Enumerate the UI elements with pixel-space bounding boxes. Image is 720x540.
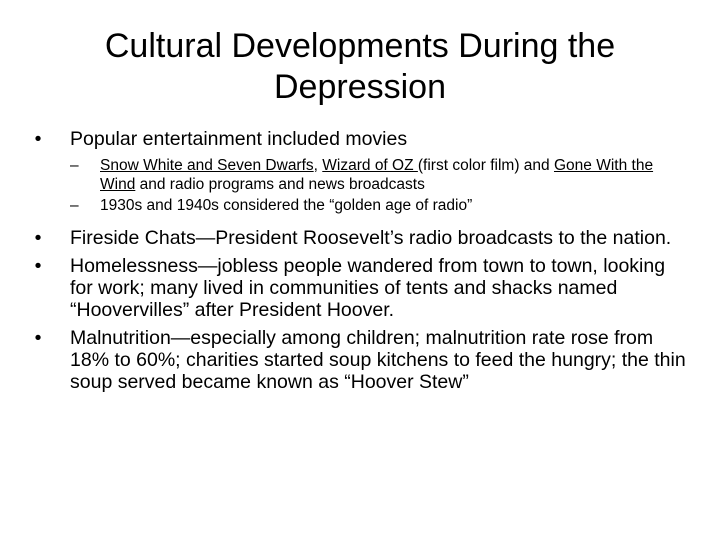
bullet-text: Malnutrition—especially among children; malnutrition rate rose from 18% to 60%; charities started soup kitchens to feed the hungry; the thin soup served became known as “Hoover Stew”: [70, 327, 686, 393]
bullet-icon: •: [34, 227, 42, 249]
bullet-text: Popular entertainment included movies: [70, 128, 408, 150]
bullet-item-homelessness: [28, 255, 692, 321]
slide-title: [40, 26, 680, 108]
bullet-item-entertainment: [28, 128, 692, 150]
bullet-item-malnutrition: [28, 327, 692, 393]
movie-title-wizard-of-oz: Wizard of OZ: [322, 157, 418, 174]
dash-icon: –: [70, 157, 79, 174]
sub-bullet-movies: [28, 156, 692, 194]
slide-body: [28, 128, 692, 393]
sub-text-fragment: ,: [313, 157, 323, 174]
bullet-item-fireside-chats: [28, 227, 692, 249]
sub-text-fragment: and radio programs and news broadcasts: [135, 176, 425, 193]
bullet-text: Fireside Chats—President Roosevelt’s radio broadcasts to the nation.: [70, 227, 672, 249]
sub-bullet-radio: [28, 196, 692, 215]
title-line-2: Depression: [274, 68, 446, 106]
sub-text: 1930s and 1940s considered the “golden age of radio”: [100, 197, 473, 214]
bullet-text: Homelessness—jobless people wandered from town to town, looking for work; many lived in communities of tents and shacks named “Hoovervilles” after President Hoover.: [70, 255, 666, 321]
sub-text-fragment: (first color film) and: [417, 157, 554, 174]
title-line-1: Cultural Developments During the: [104, 27, 616, 65]
bullet-icon: •: [34, 255, 42, 277]
movie-title-snow-white: Snow White and Seven Dwarfs: [100, 157, 314, 174]
bullet-icon: •: [34, 128, 42, 150]
movie-title-gone-with-the-wind: Gone With the Wind: [100, 157, 654, 193]
bullet-icon: •: [34, 327, 42, 349]
dash-icon: –: [70, 197, 79, 214]
